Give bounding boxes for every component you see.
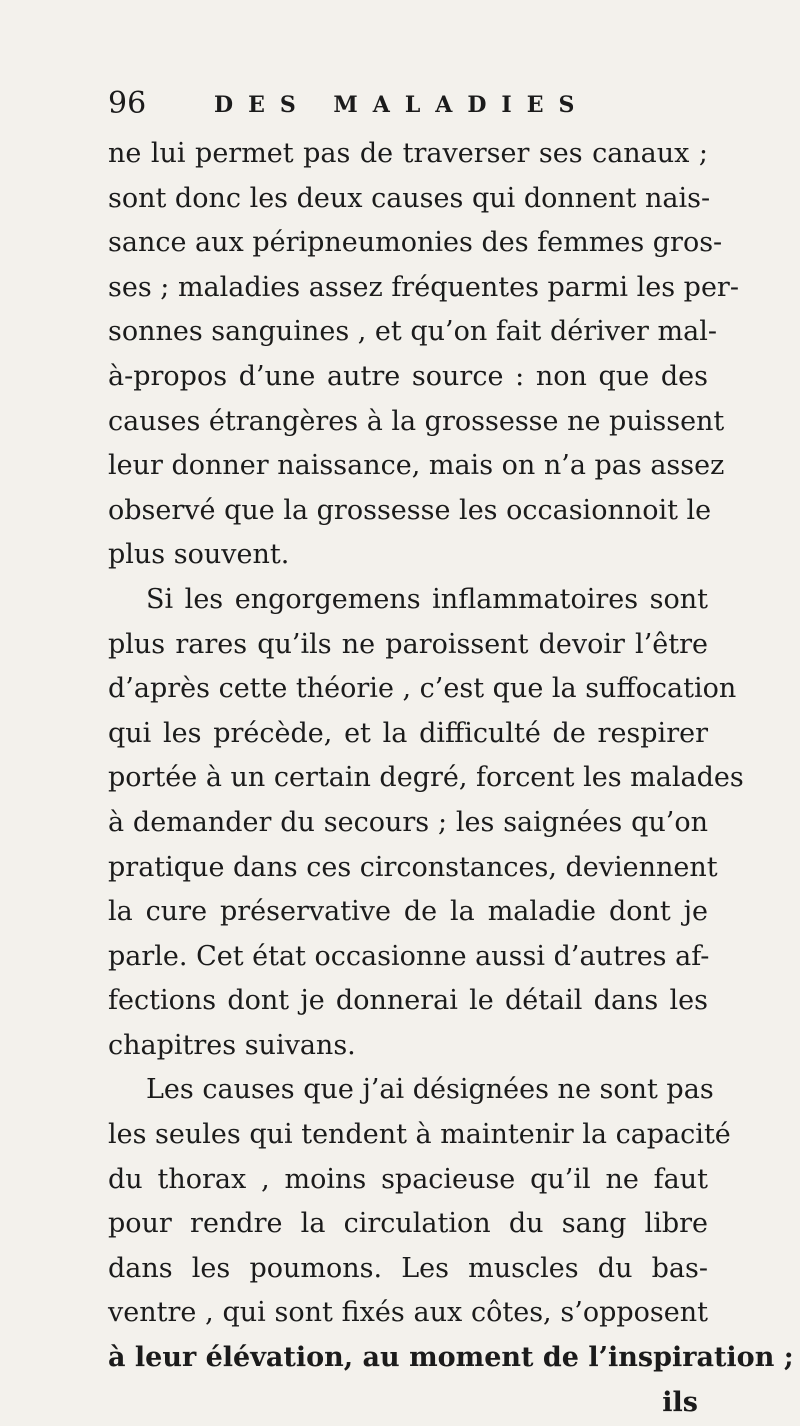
text-line: la cure préservative de la maladie dont je xyxy=(108,896,708,928)
text-line: sance aux péripneumonies des femmes gros- xyxy=(108,227,723,259)
text-line: pratique dans ces circonstances, deviennent xyxy=(108,851,718,883)
text-line: ses ; maladies assez fréquentes parmi les per- xyxy=(108,271,739,303)
text-line: pour rendre la circulation du sang libre xyxy=(108,1208,708,1240)
text-line: plus souvent. xyxy=(108,539,290,571)
text-line: leur donner naissance, mais on n’a pas assez xyxy=(108,450,725,482)
text-line: chapitres suivans. xyxy=(108,1029,356,1061)
text-line: causes étrangères à la grossesse ne puissent xyxy=(108,405,725,437)
text-line: à leur élévation, au moment de l’inspiration ; xyxy=(108,1342,794,1374)
text-line: ne lui permet pas de traverser ses canaux ; xyxy=(108,138,708,169)
text-line: sont donc les deux causes qui donnent nais- xyxy=(108,182,711,214)
text-line: parle. Cet état occasionne aussi d’autres af- xyxy=(108,940,710,972)
text-line: fections dont je donnerai le détail dans les xyxy=(108,985,708,1017)
text-line: Les causes que j’ai désignées ne sont pas xyxy=(146,1074,714,1106)
text-line: sonnes sanguines , et qu’on fait dériver mal- xyxy=(108,316,717,348)
text-line: à-propos d’une autre source : non que des xyxy=(108,360,708,392)
text-line: Si les engorgemens inflammatoires sont xyxy=(146,583,708,615)
text-line: portée à un certain degré, forcent les malades xyxy=(108,762,744,794)
text-line: qui les précède, et la difficulté de respirer xyxy=(108,717,708,749)
running-title: DES MALADIES xyxy=(214,92,590,118)
text-line: plus rares qu’ils ne paroissent devoir l’être xyxy=(108,628,708,660)
text-line: d’après cette théorie , c’est que la suffocation xyxy=(108,673,737,705)
text-line: les seules qui tendent à maintenir la capacité xyxy=(108,1119,731,1151)
text-line: à demander du secours ; les saignées qu’on xyxy=(108,806,708,838)
text-line: du thorax , moins spacieuse qu’il ne faut xyxy=(108,1163,708,1195)
body-text xyxy=(108,132,794,1425)
text-line: observé que la grossesse les occasionnoit le xyxy=(108,494,712,526)
text-line: dans les poumons. Les muscles du bas- xyxy=(108,1252,708,1284)
page-number: 96 xyxy=(108,86,147,121)
page-header xyxy=(108,86,668,126)
catchword: ils xyxy=(662,1386,698,1418)
text-line: ventre , qui sont fixés aux côtes, s’opposent xyxy=(108,1297,708,1329)
